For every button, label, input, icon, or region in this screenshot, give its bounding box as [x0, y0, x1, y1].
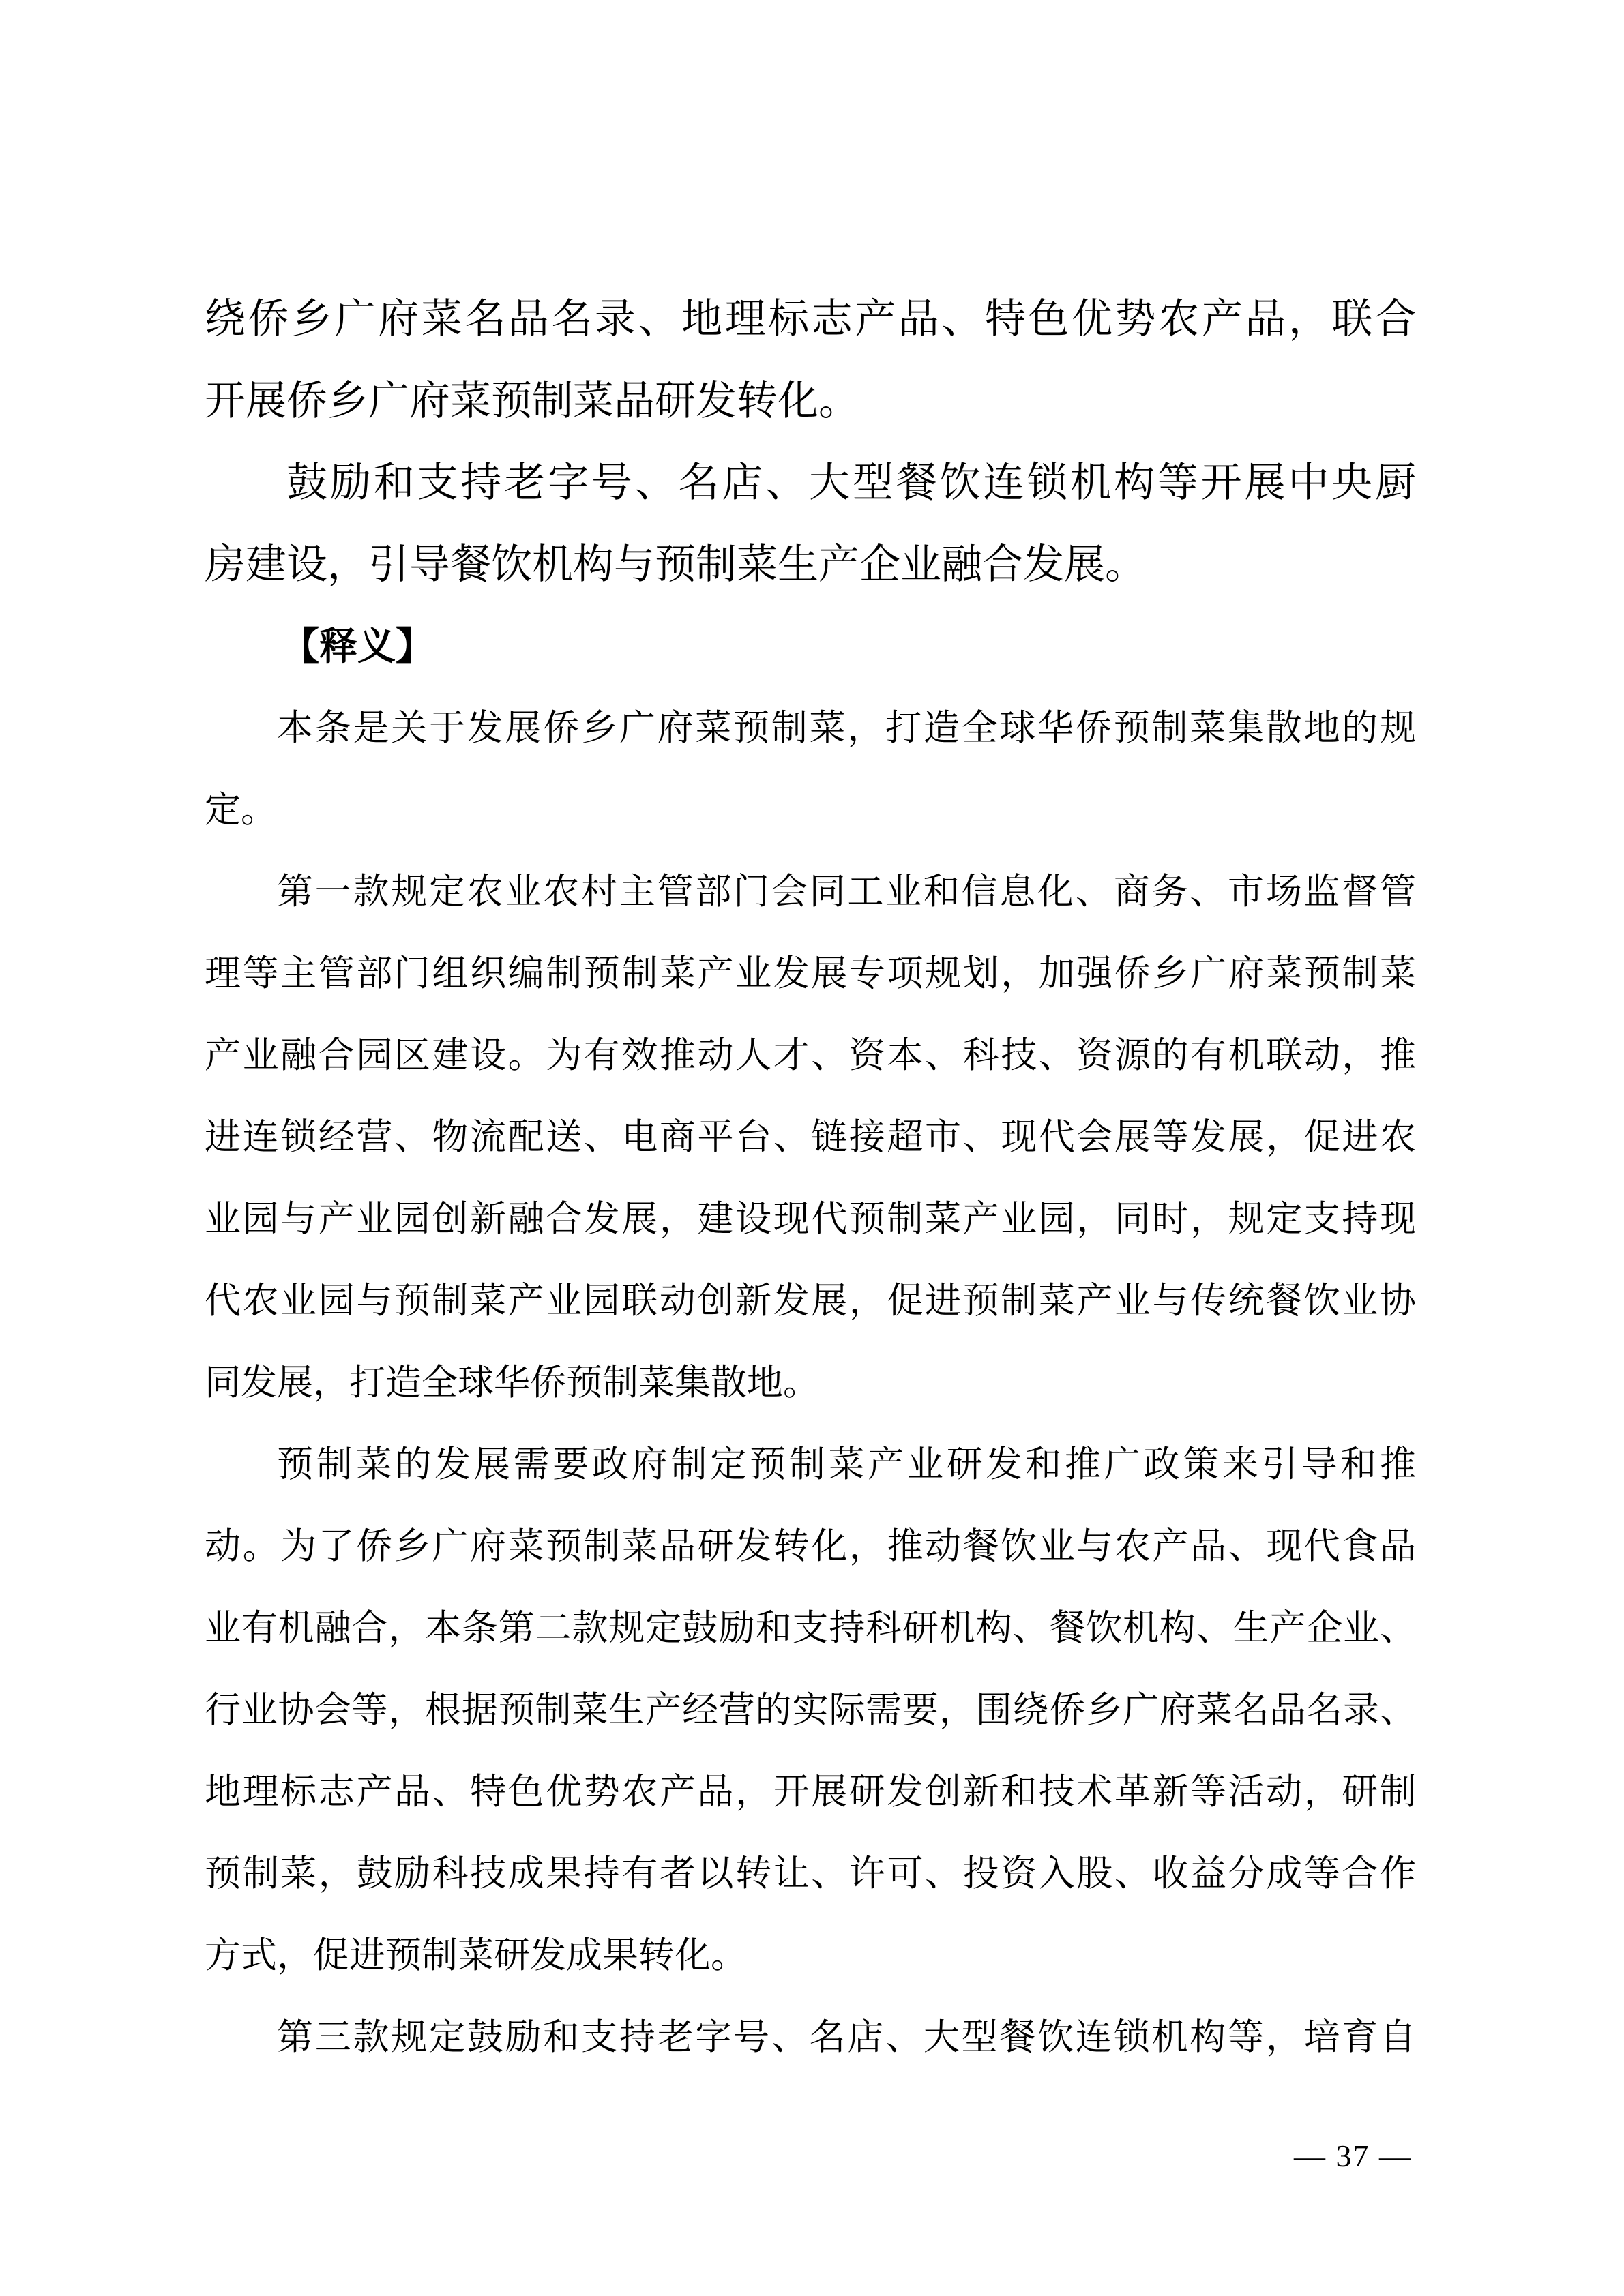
explanation-line-12: 业有机融合，本条第二款规定鼓励和支持科研机构、餐饮机构、生产企业、: [205, 1607, 1416, 1649]
explanation-line-8: 代农业园与预制菜产业园联动创新发展，促进预制菜产业与传统餐饮业协: [205, 1280, 1416, 1322]
statute-line-1: 绕侨乡广府菜名品名录、地理标志产品、特色优势农产品，联合: [205, 295, 1416, 343]
explanation-line-4: 理等主管部门组织编制预制菜产业发展专项规划，加强侨乡广府菜预制菜: [205, 953, 1416, 994]
page-number: — 37 —: [1294, 2138, 1412, 2173]
page-footer: [1294, 2136, 1412, 2177]
explanation-line-1: 本条是关于发展侨乡广府菜预制菜，打造全球华侨预制菜集散地的规: [277, 707, 1416, 749]
explanation-line-15: 预制菜，鼓励科技成果持有者以转让、许可、投资入股、收益分成等合作: [205, 1853, 1416, 1894]
explanation-line-13: 行业协会等，根据预制菜生产经营的实际需要，围绕侨乡广府菜名品名录、: [205, 1689, 1416, 1731]
explanation-line-17: 第三款规定鼓励和支持老字号、名店、大型餐饮连锁机构等，培育自: [277, 2016, 1416, 2058]
explanation-line-10: 预制菜的发展需要政府制定预制菜产业研发和推广政策来引导和推: [277, 1444, 1416, 1485]
explanation-line-5: 产业融合园区建设。为有效推动人才、资本、科技、资源的有机联动，推: [205, 1034, 1416, 1076]
explanation-line-9: 同发展，打造全球华侨预制菜集散地。: [205, 1362, 819, 1403]
explanation-line-6: 进连锁经营、物流配送、电商平台、链接超市、现代会展等发展，促进农: [205, 1116, 1416, 1158]
explanation-line-16: 方式，促进预制菜研发成果转化。: [205, 1935, 747, 1976]
text-block: [205, 278, 1416, 2078]
statute-line-2: 开展侨乡广府菜预制菜品研发转化。: [205, 377, 859, 425]
explanation-header: 【释义】: [281, 624, 434, 669]
explanation-line-3: 第一款规定农业农村主管部门会同工业和信息化、商务、市场监督管: [277, 871, 1416, 912]
explanation-line-2: 定。: [205, 789, 277, 831]
explanation-line-7: 业园与产业园创新融合发展，建设现代预制菜产业园，同时，规定支持现: [205, 1198, 1416, 1240]
explanation-line-14: 地理标志产品、特色优势农产品，开展研发创新和技术革新等活动，研制: [205, 1771, 1416, 1813]
statute-line-3: 鼓励和支持老字号、名店、大型餐饮连锁机构等开展中央厨: [286, 459, 1416, 507]
explanation-line-11: 动。为了侨乡广府菜预制菜品研发转化，推动餐饮业与农产品、现代食品: [205, 1525, 1416, 1567]
statute-line-4: 房建设，引导餐饮机构与预制菜生产企业融合发展。: [205, 541, 1146, 588]
